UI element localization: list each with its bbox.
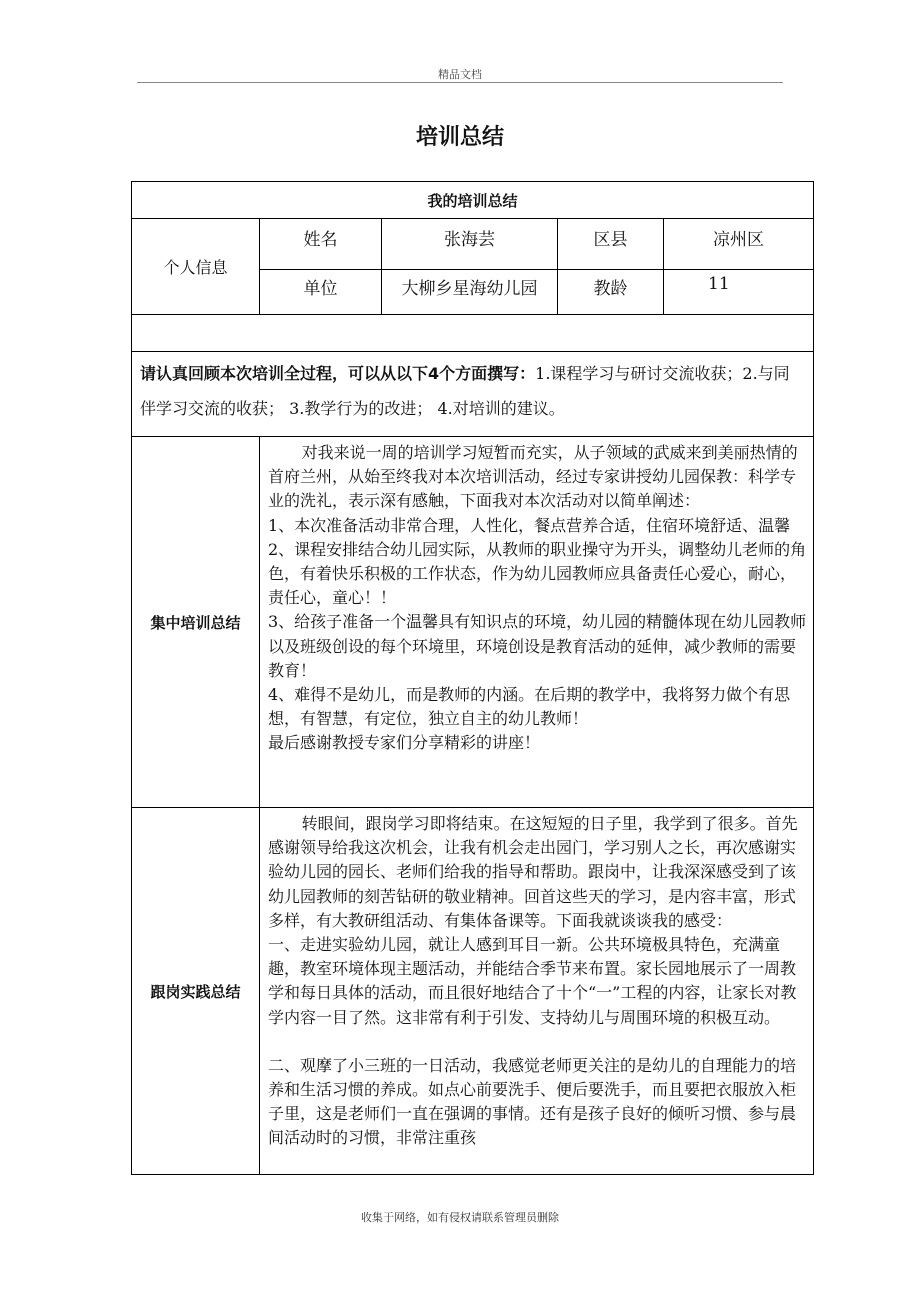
centralized-paragraph-4: 4、难得不是幼儿，而是教师的内涵。在后期的教学中，我将努力做个有思想，有智慧，有定位，独立自主的幼儿教师！ — [268, 685, 791, 729]
centralized-paragraph-1: 1、本次准备活动非常合理，人性化，餐点营养合适，住宿环境舒适、温馨 — [268, 515, 791, 535]
paragraph-gap — [268, 1030, 809, 1054]
centralized-paragraph-0: 对我来说一周的培训学习短暂而充实，从子领域的武威来到美丽热情的首府兰州，从始至终我对本次培训活动，经过专家讲授幼儿园保教：科学专业的洗礼，表示深有感触，下面我对本次活动对以简单阐述： — [268, 443, 798, 511]
document-title: 培训总结 — [415, 125, 504, 150]
unit-value: 大柳乡星海幼儿园 — [382, 270, 558, 315]
practice-content — [260, 808, 814, 1175]
summary-table — [131, 181, 814, 1175]
centralized-training-label: 集中培训总结 — [132, 437, 260, 808]
page-header-label: 精品文档 — [438, 68, 482, 81]
header-rule — [137, 82, 783, 83]
practice-paragraph-1: 一、走进实验幼儿园，就让人感到耳目一新。公共环境极具特色，充满童趣，教室环境体现主题活动，并能结合季节来布置。家长园地展示了一周教学和每日具体的活动，而且很好地结合了十个“一”工程的内容，让家长对教学内容一目了然。这非常有利于引发、支持幼儿与周围环境的积极互动。 — [268, 935, 797, 1027]
centralized-paragraph-5: 最后感谢教授专家们分享精彩的讲座！ — [268, 733, 541, 753]
section-title: 我的培训总结 — [132, 182, 814, 219]
teaching-age-label: 教龄 — [558, 270, 664, 315]
district-value: 凉州区 — [664, 219, 814, 270]
name-label: 姓名 — [260, 219, 382, 270]
name-value: 张海芸 — [382, 219, 558, 270]
page-footer-label: 收集于网络，如有侵权请联系管理员删除 — [361, 1211, 559, 1224]
blank-row — [132, 315, 814, 352]
practice-paragraph-2: 二、观摩了小三班的一日活动，我感觉老师更关注的是幼儿的自理能力的培养和生活习惯的养成。如点心前要洗手、便后要洗手，而且要把衣服放入柜子里，这是老师们一直在强调的事情。还有是孩子良好的倾听习惯、参与晨间活动时的习惯，非常注重孩 — [268, 1055, 797, 1148]
personal-info-label: 个人信息 — [132, 219, 260, 315]
centralized-paragraph-3: 3、给孩子准备一个温馨具有知识点的环境，幼儿园的精髓体现在幼儿园教师以及班级创设的每个环境里，环境创设是教育活动的延伸，减少教师的需要教育！ — [268, 612, 807, 680]
centralized-paragraph-2: 2、课程安排结合幼儿园实际，从教师的职业操守为开头，调整幼儿老师的角色，有着快乐积极的工作状态，作为幼儿园教师应具备责任心爱心，耐心，责任心，童心！！ — [268, 539, 807, 608]
practice-label: 跟岗实践总结 — [132, 808, 260, 1175]
practice-paragraph-0: 转眼间，跟岗学习即将结束。在这短短的日子里，我学到了很多。首先感谢领导给我这次机会，让我有机会走出园门，学习别人之长，再次感谢实验幼儿园的园长、老师们给我的指导和帮助。跟岗中，让我深深感受到了该幼儿园教师的刻苦钻研的敬业精神。回首这些天的学习，是内容丰富，形式多样，有大教研组活动、有集体备课等。下面我就谈谈我的感受： — [268, 814, 798, 930]
prompt-text: 1.课程学习与研讨交流收获；2.与同伴学习交流的收获； 3.教学行为的改进； 4.对培训的建议。 — [140, 364, 790, 418]
prompt-bold: 请认真回顾本次培训全过程，可以从以下4个方面撰写： — [140, 364, 536, 383]
unit-label: 单位 — [260, 270, 382, 315]
teaching-age-value: 11 — [664, 270, 814, 315]
centralized-training-content — [260, 437, 814, 808]
writing-prompt — [132, 352, 814, 437]
district-label: 区县 — [558, 219, 664, 270]
